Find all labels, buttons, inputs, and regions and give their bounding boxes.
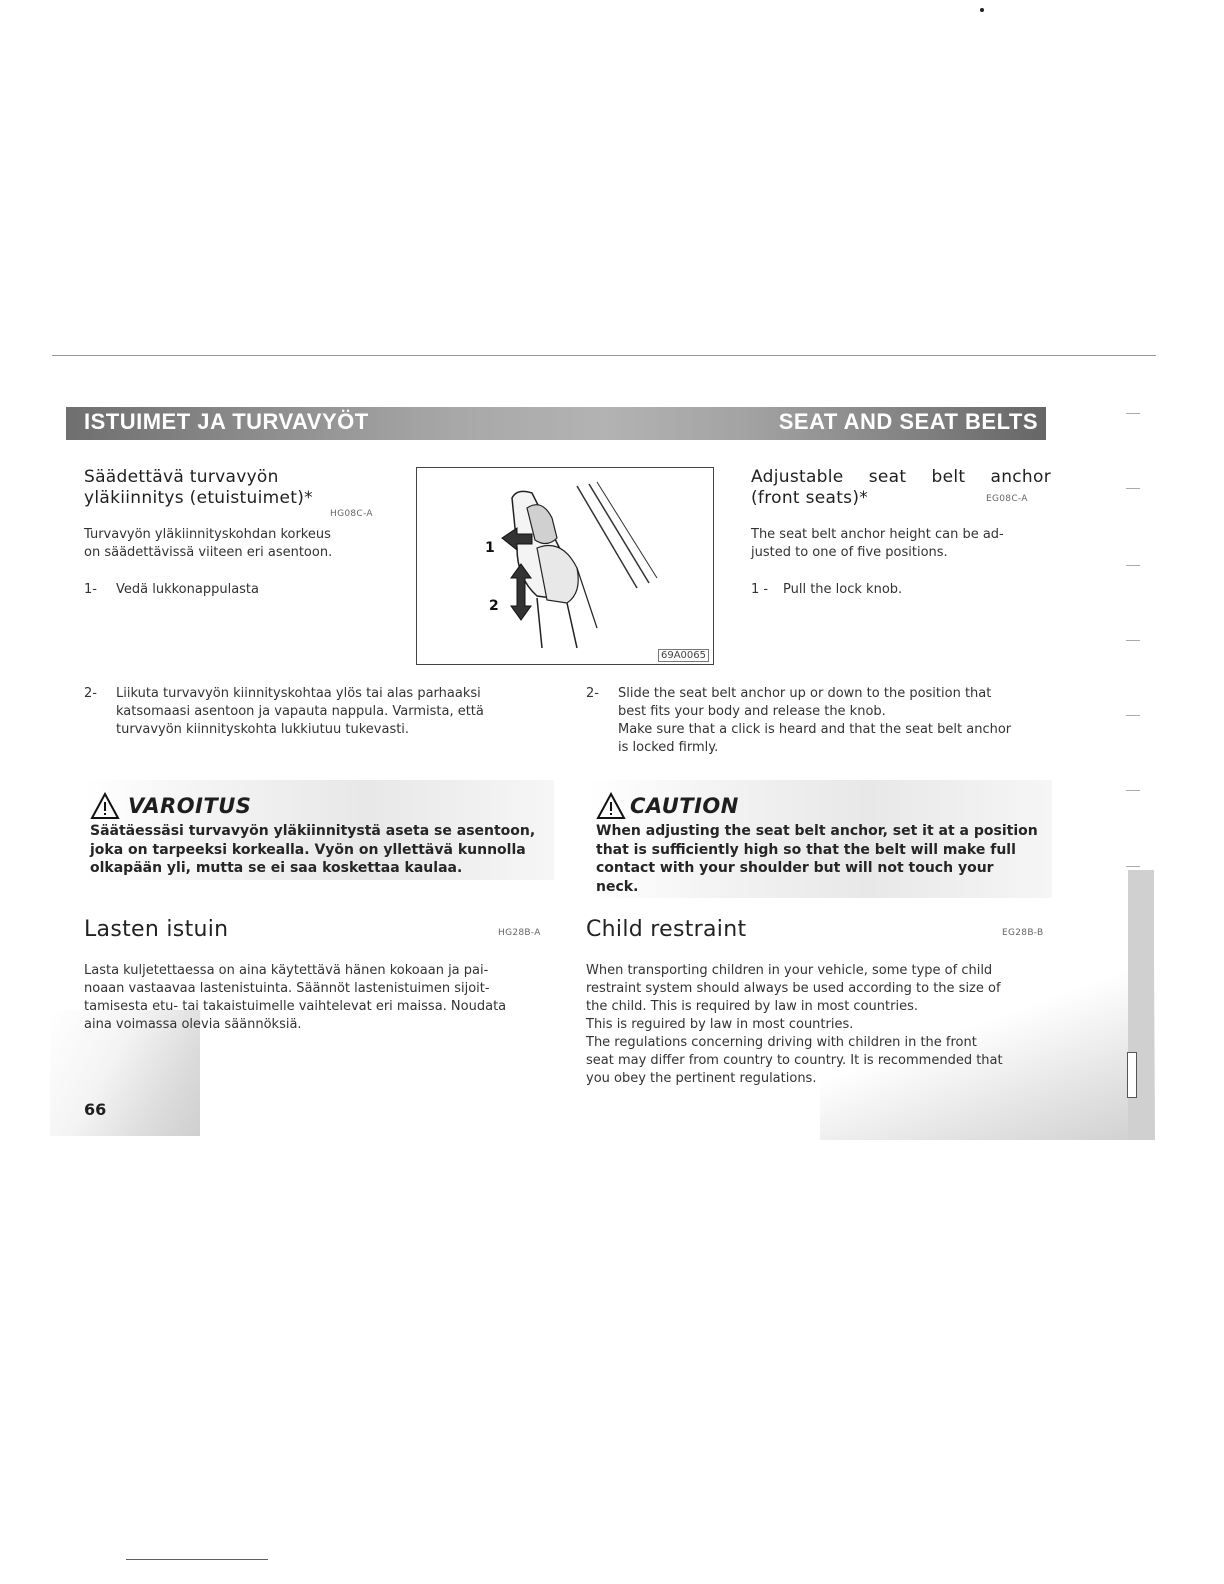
caution-triangle-icon [596,792,626,822]
warning-triangle-icon [90,792,120,822]
left-section-body: Turvavyön yläkiinnityskohdan korkeus on säädettävissä viiteen eri asentoon. [84,527,333,560]
edge-tick [1126,715,1140,716]
seat-belt-anchor-figure [416,467,714,665]
child-title-en: Child restraint [586,917,747,942]
child-code-en: EG28B-B [1002,928,1044,938]
section-header-band [66,407,1046,440]
edge-tick [1126,565,1140,566]
scan-dot [980,8,984,12]
edge-tick [1126,488,1140,489]
edge-tick [1126,790,1140,791]
child-body-fi: Lasta kuljetettaessa on aina käytettävä hänen kokoaan ja pai- noaan vastaavaa lastenistuinta. Säännöt lastenistuimen sijoit- tamisesta etu- tai takaistuimelle vaihtelevat eri maissa. Noudata aina voimassa olevia säännöksiä. [84,963,507,1032]
warning-text-fi: Säätäessäsi turvavyön yläkiinnitystä aseta se asentoon, joka on tarpeeksi korkealla. Vyön on yllettävä kunnolla olkapään yli, mutta se ei saa koskettaa kaulaa. [90,823,536,876]
anchor-illustration [417,468,713,664]
child-body-en: When transporting children in your vehicle, some type of child restraint system should always be used according to the size of the child. This is required by law in most countries. This is reguired by law in most countries. The regulations concerning driving with children in the front seat may differ from country to country. It is recommended that you obey the pertinent regulations. [586,963,1003,1086]
figure-label-2: 2 [489,598,499,614]
warning-box-fi [84,780,554,880]
bottom-rule [126,1559,268,1560]
edge-tab-shadow [1128,870,1154,1140]
left-step-2: 2- Liikuta turvavyön kiinnityskohtaa ylös tai alas parhaaksi katsomaasi asentoon ja vapauta nappula. Varmista, että turvavyön kiinnityskohta lukkiutuu tukevasti. [84,686,484,737]
warning-title-fi: VAROITUS [128,794,252,818]
child-title-fi: Lasten istuin [84,917,229,942]
header-left-title: ISTUIMET JA TURVAVYÖT [84,409,369,434]
top-rule [52,355,1156,356]
caution-box-en [590,780,1052,898]
left-step-1: 1- Vedä lukkonappulasta [84,582,259,597]
right-step-1: 1 - Pull the lock knob. [751,582,903,597]
right-section-body: The seat belt anchor height can be ad- justed to one of five positions. [751,527,1004,560]
child-code-fi: HG28B-A [498,928,541,938]
right-section-title: Adjustable seat belt anchor (front seats)* [751,467,1051,508]
left-section-title: Säädettävä turvavyön yläkiinnitys (etuistuimet)* [84,467,313,508]
figure-code: 69A0065 [658,649,709,662]
edge-tab-marker [1127,1052,1137,1098]
figure-label-1: 1 [485,540,495,556]
caution-text-en: When adjusting the seat belt anchor, set it at a position that is sufficiently high so that the belt will make full contact with your shoulder but will not touch your neck. [596,823,1038,895]
page-number: 66 [84,1100,107,1119]
edge-tick [1126,866,1140,867]
left-section-code: HG08C-A [330,509,373,519]
header-right-title: SEAT AND SEAT BELTS [778,409,1038,434]
edge-tick [1126,640,1140,641]
right-section-code: EG08C-A [986,494,1028,504]
right-step-2: 2- Slide the seat belt anchor up or down to the position that best fits your body and release the knob. Make sure that a click is heard and that the seat belt anchor is locked firmly. [586,686,1012,755]
edge-tick [1126,413,1140,414]
caution-title-en: CAUTION [630,794,739,818]
